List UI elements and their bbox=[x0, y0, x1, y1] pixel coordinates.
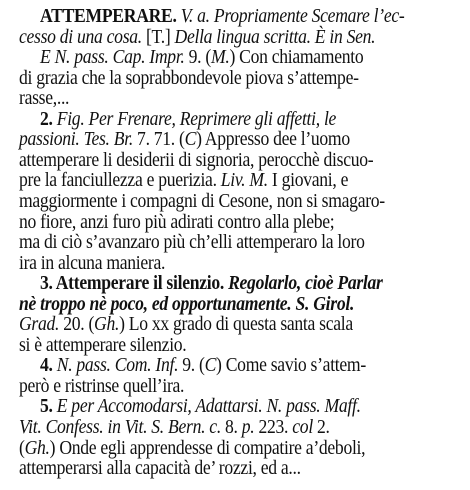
text-run: 3. Attemperare il silenzio. bbox=[40, 272, 224, 295]
text-run: però e ristrinse quell’ira. bbox=[19, 374, 185, 397]
text-run: rasse,... bbox=[19, 87, 70, 110]
text-run: nè troppo nè poco, ed opportunamente. S. Girol. bbox=[19, 292, 355, 315]
text-run: Regolarlo, cioè Parlar bbox=[223, 272, 383, 295]
text-run: Fig. Per Frenare, Reprimere gli affetti, le bbox=[52, 107, 337, 130]
text-run: 223. bbox=[254, 416, 293, 438]
text-run: cesso di una cosa. bbox=[19, 25, 142, 48]
text-run: Della lingua scritta. È in Sen. bbox=[174, 25, 376, 48]
text-run: ) Come savio s’attem- bbox=[216, 354, 366, 377]
text-run: no fiore, anzi furo più adirati contro alla plebe; bbox=[19, 210, 335, 233]
text-run: Gh. bbox=[94, 313, 120, 336]
text-run: ( bbox=[19, 436, 25, 459]
text-run: C bbox=[204, 354, 217, 377]
text-run: di grazia che la soprabbondevole piova s’attempe- bbox=[19, 66, 359, 89]
text-run: 2. bbox=[312, 416, 330, 438]
text-run: 5. bbox=[40, 395, 53, 418]
text-run: ma di ciò s’avanzaro più ch’elli attemperaro la loro bbox=[19, 231, 365, 254]
text-run: ATTEMPERARE. bbox=[40, 5, 177, 27]
text-run: attemperare li desiderii di signoria, perocchè discuo- bbox=[19, 148, 374, 171]
text-run: M. bbox=[210, 46, 230, 69]
text-run: ) Con chiamamento bbox=[229, 46, 364, 69]
text-line bbox=[19, 455, 423, 482]
text-run: maggiormente i compagni di Cesone, non si smagaro- bbox=[19, 189, 385, 212]
text-run: 8. bbox=[220, 416, 242, 438]
text-run: Vit. Confess. in Vit. S. Bern. c. bbox=[19, 416, 221, 438]
text-run: I giovani, e bbox=[267, 169, 349, 192]
text-run: ) Lo xx grado di questa santa scala bbox=[119, 313, 353, 336]
text-run: E per Accomodarsi, Adattarsi. N. pass. Maff. bbox=[52, 395, 361, 418]
text-run: 2. bbox=[40, 107, 53, 130]
text-run: 20. ( bbox=[59, 313, 95, 336]
text-run: E N. pass. Cap. Impr. bbox=[40, 46, 185, 69]
text-run: p. bbox=[241, 416, 255, 438]
text-run: si è attemperare silenzio. bbox=[19, 333, 187, 356]
text-run: 7. 71. ( bbox=[132, 128, 185, 151]
text-run: col bbox=[292, 416, 313, 438]
text-run: C bbox=[184, 128, 197, 151]
text-run: ira in alcuna maniera. bbox=[19, 251, 166, 274]
text-run: Liv. M. bbox=[220, 169, 268, 192]
text-run: ) Appresso dee l’uomo bbox=[196, 128, 350, 151]
text-run: 9. ( bbox=[184, 46, 211, 69]
text-run: 9. ( bbox=[178, 354, 205, 377]
text-run: passioni. Tes. Br. bbox=[19, 128, 133, 151]
text-run: N. pass. Com. Inf. bbox=[52, 354, 179, 377]
text-run: Gh. bbox=[24, 436, 50, 459]
text-run: pre la fanciullezza e puerizia. bbox=[19, 169, 221, 192]
text-run: V. a. Propriamente Scemare l’ec- bbox=[176, 5, 405, 27]
text-run: ) Onde egli apprendesse di compatire a’deboli, bbox=[49, 436, 366, 459]
text-run: attemperarsi alla capacità de’ rozzi, ed a... bbox=[19, 457, 301, 480]
text-run: 4. bbox=[40, 354, 53, 377]
text-run: [T.] bbox=[141, 25, 175, 48]
text-run: Grad. bbox=[19, 313, 60, 336]
